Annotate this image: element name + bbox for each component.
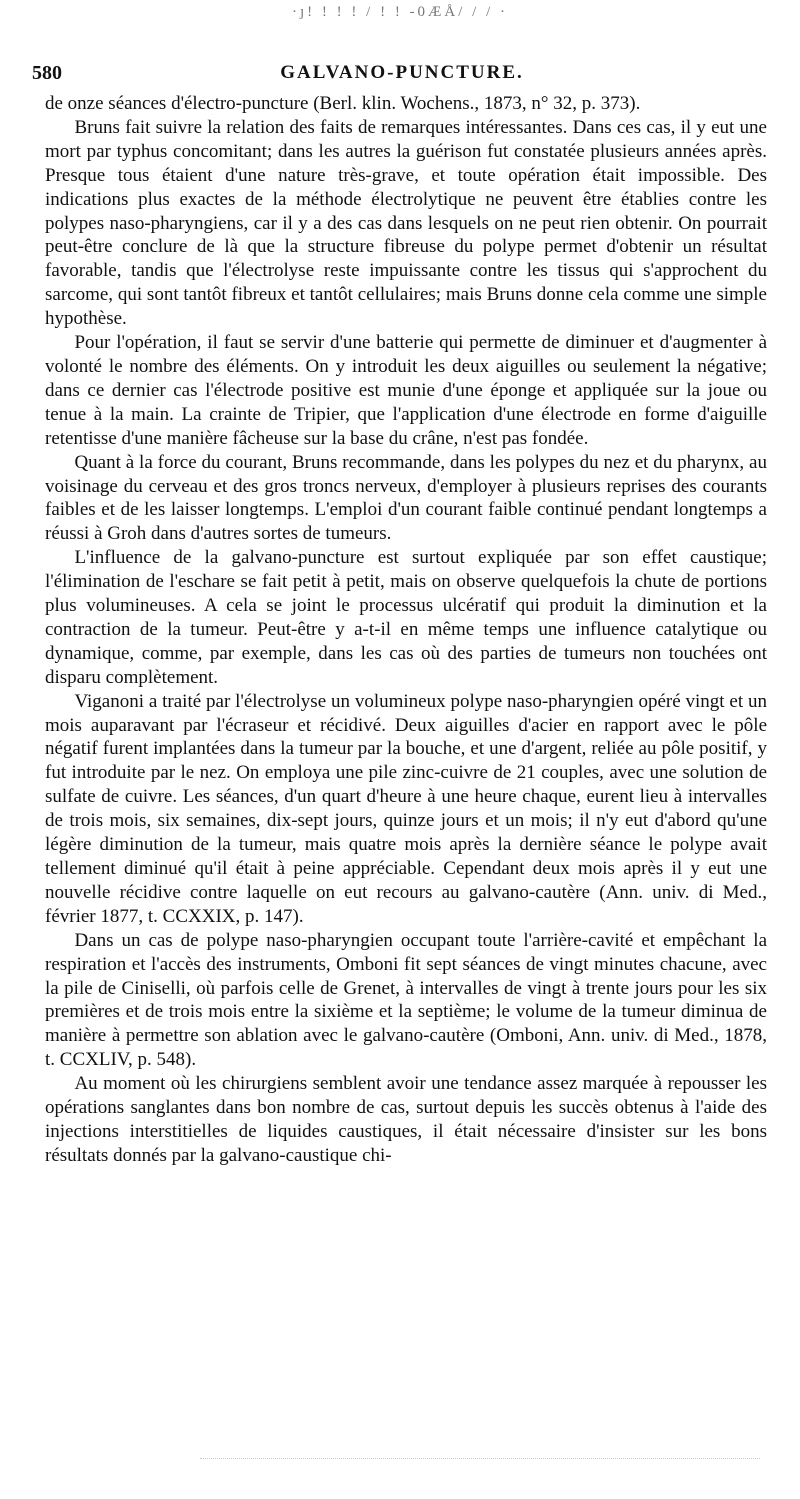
footer-bleed-rule <box>200 1458 760 1459</box>
running-title: GALVANO-PUNCTURE. <box>280 62 524 83</box>
paragraph: Bruns fait suivre la relation des faits de remarques intéressantes. Dans ces cas, il y eut une mort par typhus concomitant; dans les autres la guérison fut constatée plusieurs années après. Presque tous étaient d'une nature très-grave, et toute opération était impossible. Des indications plus exactes de la méthode électrolytique ne peuvent être établies contre les polypes naso-pharyngiens, car il y a des cas dans lesquels on ne peut rien obtenir. On pourrait peut-être conclure de là que la structure fibreuse du polype permet d'obtenir un résultat favorable, tandis que l'électrolyse reste impuissante contre les tissus qui s'approchent du sarcome, qui sont tantôt fibreux et tantôt cellulaires; mais Bruns donne cela comme une simple hypothèse. <box>45 116 767 330</box>
paragraph: Dans un cas de polype naso-pharyngien occupant toute l'arrière-cavité et empêchant la respiration et l'accès des instruments, Omboni fit sept séances de vingt minutes chacune, avec la pile de Ciniselli, où parfois celle de Grenet, à intervalles de vingt à trente jours pour les six premières et de trois mois entre la sixième et la septième; le volume de la tumeur diminua de manière à permettre son ablation avec le galvano-cautère (Omboni, Ann. univ. di Med., 1878, t. CCXLIV, p. 548). <box>45 929 767 1071</box>
body-text <box>45 92 767 1168</box>
bleed-through-text: ·ȷ! ! ! ! / ! ! -0ÆÅ/ / / · <box>292 4 508 20</box>
paragraph: Pour l'opération, il faut se servir d'une batterie qui permette de diminuer et d'augmenter à volonté le nombre des éléments. On y introduit les deux aiguilles ou seulement la négative; dans ce dernier cas l'électrode positive est munie d'une éponge et appliquée sur la joue ou tenue à la main. La crainte de Tripier, que l'application d'une électrode en forme d'aiguille retentisse d'une manière fâcheuse sur la base du crâne, n'est pas fondée. <box>45 332 767 449</box>
paragraph: Au moment où les chirurgiens semblent avoir une tendance assez marquée à repousser les opérations sanglantes dans bon nombre de cas, surtout depuis les succès obtenus à l'aide des injections interstitielles de liquides caustiques, il était nécessaire d'insister sur les bons résultats donnés par la galvano-caustique chi- <box>45 1073 767 1166</box>
page-number: 580 <box>32 62 62 84</box>
paragraph: Quant à la force du courant, Bruns recommande, dans les polypes du nez et du pharynx, au voisinage du cerveau et des gros troncs nerveux, d'employer à plusieurs reprises des courants faibles et de les laisser longtemps. L'emploi d'un courant faible continué pendant longtemps a réussi à Groh dans d'autres sortes de tumeurs. <box>45 451 767 545</box>
paragraph: de onze séances d'électro-puncture (Berl. klin. Wochens., 1873, n° 32, p. 373). <box>45 93 641 114</box>
page-header <box>32 62 772 88</box>
paragraph: L'influence de la galvano-puncture est surtout expliquée par son effet caustique; l'élimination de l'eschare se fait petit à petit, mais on observe quelquefois la chute de portions plus volumineuses. A cela se joint le processus ulcératif qui produit la diminution et la contraction de la tumeur. Peut-être y a-t-il en même temps une influence catalytique ou dynamique, comme, par exemple, dans les cas où des parties de tumeurs non touchées ont disparu complètement. <box>45 547 767 688</box>
paragraph: Viganoni a traité par l'électrolyse un volumineux polype naso-pharyngien opéré vingt et un mois auparavant par l'écraseur et récidivé. Deux aiguilles d'acier en rapport avec le pôle négatif furent implantées dans la tumeur par la bouche, et une d'argent, reliée au pôle positif, y fut introduite par le nez. On employa une pile zinc-cuivre de 21 couples, avec une solution de sulfate de cuivre. Les séances, d'un quart d'heure à une heure chaque, eurent lieu à intervalles de trois mois, six semaines, dix-sept jours, quinze jours et un mois; il n'y eut d'abord qu'une légère diminution de la tumeur, mais quatre mois après la dernière séance le polype avait tellement diminué qu'il était à peine appréciable. Cependant deux mois après il y eut une nouvelle récidive contre laquelle on eut recours au galvano-cautère (Ann. univ. di Med., février 1877, t. CCXXIX, p. 147). <box>45 690 767 927</box>
